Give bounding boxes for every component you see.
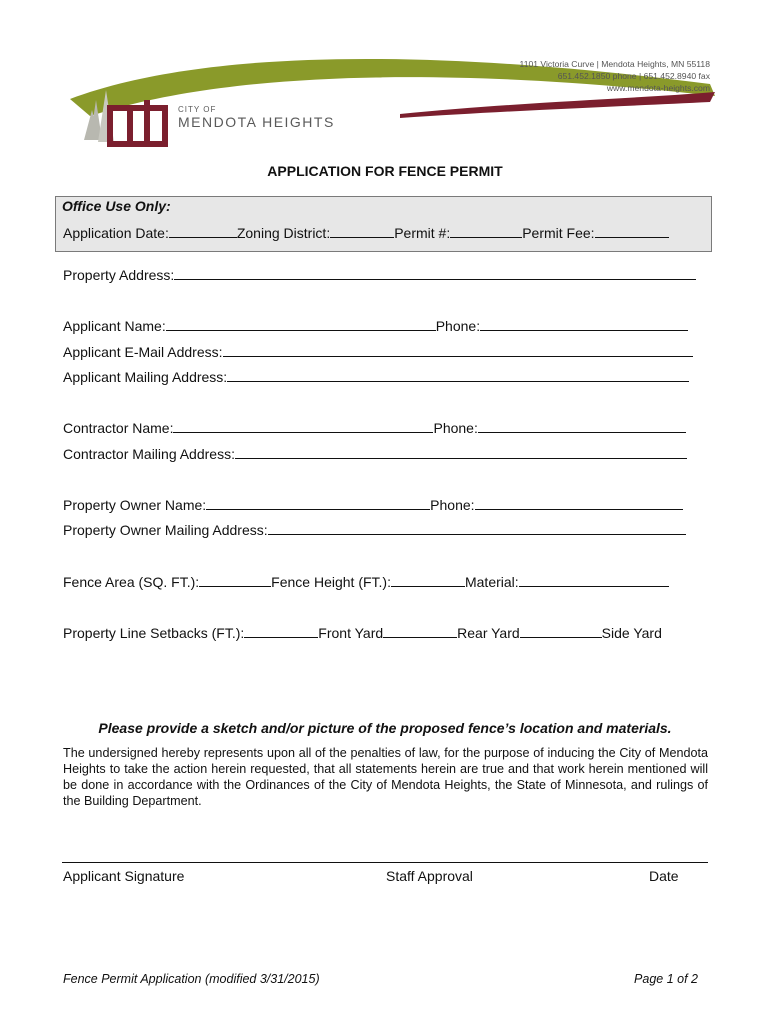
- application-date-label: Application Date:: [63, 225, 169, 241]
- zoning-district-label: Zoning District:: [236, 225, 331, 241]
- material-field[interactable]: [519, 573, 669, 587]
- owner-name-row: [63, 496, 683, 513]
- office-use-heading: Office Use Only:: [62, 198, 171, 214]
- applicant-email-label: Applicant E-Mail Address:: [63, 344, 223, 360]
- rear-yard-label: Rear Yard: [457, 625, 520, 641]
- side-yard-label: Side Yard: [601, 625, 662, 641]
- signature-line[interactable]: [62, 862, 708, 863]
- fence-height-label: Fence Height (FT.):: [271, 574, 391, 590]
- permit-number-field[interactable]: [450, 224, 522, 238]
- contractor-phone-label: Phone:: [433, 420, 478, 436]
- owner-name-label: Property Owner Name:: [63, 497, 207, 513]
- applicant-name-field[interactable]: [166, 317, 436, 331]
- material-label: Material:: [464, 574, 519, 590]
- owner-mailing-field[interactable]: [268, 521, 686, 535]
- front-yard-field[interactable]: [244, 624, 318, 638]
- staff-approval-label: Staff Approval: [386, 868, 473, 884]
- application-date-field[interactable]: [169, 224, 237, 238]
- header-website[interactable]: www.mendota-heights.com: [606, 83, 710, 93]
- logo-city-name: MENDOTA HEIGHTS: [178, 114, 335, 130]
- contractor-phone-field[interactable]: [478, 419, 686, 433]
- contractor-name-row: [63, 419, 686, 436]
- applicant-name-label: Applicant Name:: [63, 318, 166, 334]
- applicant-mailing-row: [63, 368, 689, 385]
- permit-fee-field[interactable]: [595, 224, 669, 238]
- permit-fee-label: Permit Fee:: [522, 225, 595, 241]
- header-address: 1101 Victoria Curve | Mendota Heights, MN 55118: [519, 59, 710, 69]
- fence-details-row: [63, 573, 669, 590]
- front-yard-label: Front Yard: [318, 625, 384, 641]
- contractor-name-field[interactable]: [173, 419, 433, 433]
- contractor-mailing-row: [63, 445, 687, 462]
- office-use-row: [63, 224, 669, 241]
- contractor-name-label: Contractor Name:: [63, 420, 174, 436]
- page-title: APPLICATION FOR FENCE PERMIT: [267, 163, 503, 179]
- setbacks-row: [63, 624, 662, 641]
- footer-page-number: Page 1 of 2: [634, 972, 698, 986]
- fence-height-field[interactable]: [391, 573, 465, 587]
- owner-mailing-row: [63, 521, 686, 538]
- city-logo-icon: [82, 80, 172, 150]
- applicant-phone-field[interactable]: [480, 317, 688, 331]
- applicant-signature-label: Applicant Signature: [63, 868, 185, 884]
- footer-form-name: Fence Permit Application (modified 3/31/2015): [63, 972, 320, 986]
- property-address-label: Property Address:: [63, 267, 175, 283]
- applicant-mailing-field[interactable]: [227, 368, 689, 382]
- contractor-mailing-label: Contractor Mailing Address:: [63, 446, 235, 462]
- permit-number-label: Permit #:: [394, 225, 451, 241]
- header-phone: 651.452.1850 phone | 651.452.8940 fax: [557, 71, 710, 81]
- sketch-note: Please provide a sketch and/or picture of the proposed fence’s location and materials.: [98, 720, 672, 736]
- zoning-district-field[interactable]: [330, 224, 394, 238]
- owner-phone-label: Phone:: [430, 497, 475, 513]
- applicant-phone-label: Phone:: [435, 318, 481, 334]
- applicant-mailing-label: Applicant Mailing Address:: [63, 369, 228, 385]
- applicant-name-row: [63, 317, 688, 334]
- owner-mailing-label: Property Owner Mailing Address:: [63, 522, 268, 538]
- fence-area-field[interactable]: [199, 573, 271, 587]
- contractor-mailing-field[interactable]: [235, 445, 687, 459]
- setbacks-label: Property Line Setbacks (FT.):: [63, 625, 245, 641]
- side-yard-field[interactable]: [520, 624, 602, 638]
- logo-city-of: CITY OF: [178, 105, 217, 114]
- owner-name-field[interactable]: [206, 496, 430, 510]
- date-label: Date: [649, 868, 679, 884]
- fence-area-label: Fence Area (SQ. FT.):: [63, 574, 200, 590]
- property-address-field[interactable]: [174, 266, 696, 280]
- owner-phone-field[interactable]: [475, 496, 683, 510]
- applicant-email-field[interactable]: [223, 343, 693, 357]
- property-address-row: [63, 266, 696, 283]
- applicant-email-row: [63, 343, 693, 360]
- rear-yard-field[interactable]: [383, 624, 457, 638]
- legal-statement: The undersigned hereby represents upon all of the penalties of law, for the purpose of inducing the City of Mendota Heights to take the action herein requested, that all statements herein are true and that work herein mentioned will be done in accordance with the Ordinances of the City of Mendota Heights, the State of Minnesota, and rulings of the Building Department.: [63, 746, 708, 808]
